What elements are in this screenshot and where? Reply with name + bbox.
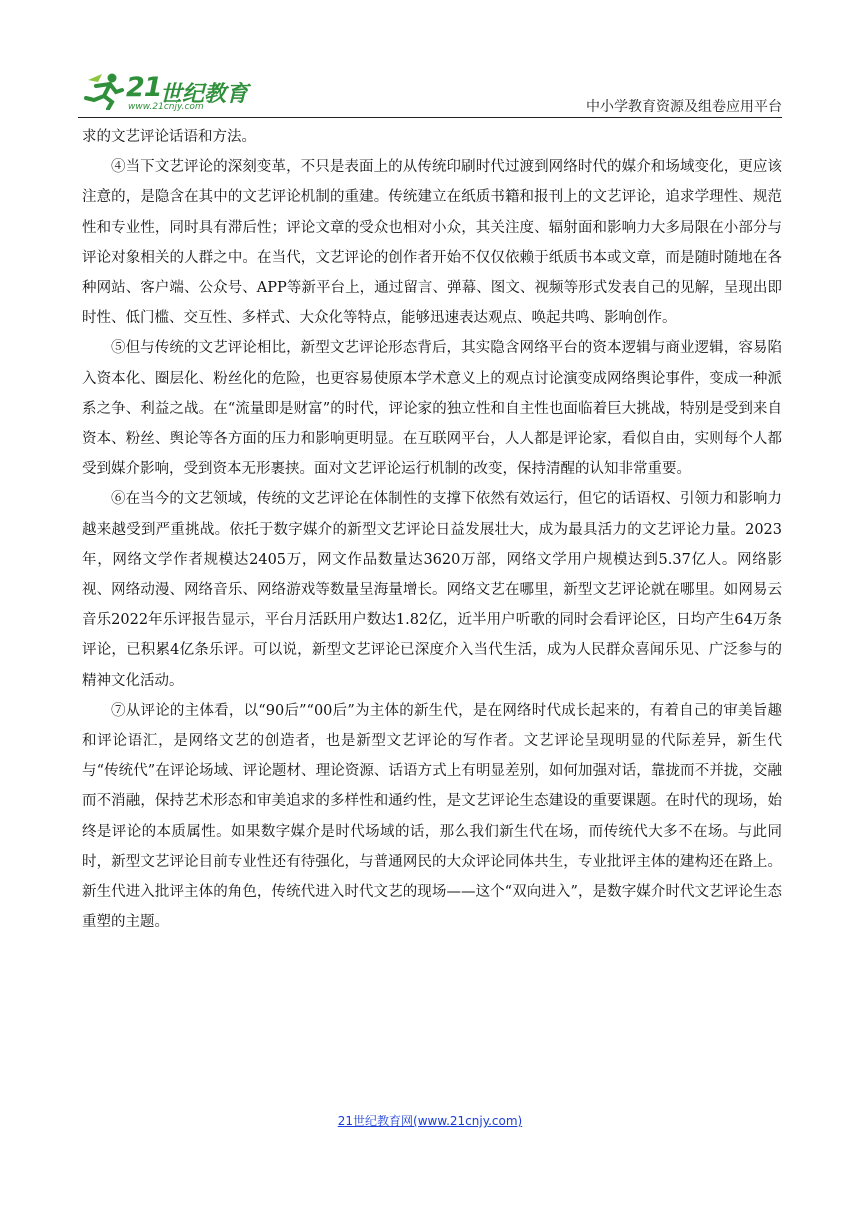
logo-text: 世纪教育 xyxy=(160,82,249,107)
header-divider xyxy=(78,117,782,118)
paragraph-6: ⑥在当今的文艺领域，传统的文艺评论在体制性的支撑下依然有效运行，但它的话语权、引领力和影响力越来越受到严重挑战。依托于数字媒介的新型文艺评论日益发展壮大，成为最具活力的文艺评论力量。2023年，网络文学作者规模达2405万，网文作品数量达3620万部，网络文学用户规模达到5.37亿人。网络影视、网络动漫、网络音乐、网络游戏等数量呈海量增长。网络文艺在哪里，新型文艺评论就在哪里。如网易云音乐2022年乐评报告显示，平台月活跃用户数达1.82亿，近半用户听歌的同时会看评论区，日均产生64万条评论，已积累4亿条乐评。可以说，新型文艺评论已深度介入当代生活，成为人民群众喜闻乐见、广泛参与的精神文化活动。 xyxy=(82,491,782,689)
article-body xyxy=(82,122,782,937)
paragraph-5: ⑤但与传统的文艺评论相比，新型文艺评论形态背后，其实隐含网络平台的资本逻辑与商业逻辑，容易陷入资本化、圈层化、粉丝化的危险，也更容易使原本学术意义上的观点讨论演变成网络舆论事件，变成一种派系之争、利益之战。在“流量即是财富”的时代，评论家的独立性和自主性也面临着巨大挑战，特别是受到来自资本、粉丝、舆论等各方面的压力和影响更明显。在互联网平台，人人都是评论家，看似自由，实则每个人都受到媒介影响，受到资本无形裹挟。面对文艺评论运行机制的改变，保持清醒的认知非常重要。 xyxy=(82,340,782,478)
paragraph-continued: 求的文艺评论话语和方法。 xyxy=(82,129,256,145)
header-platform-text: 中小学教育资源及组卷应用平台 xyxy=(586,99,782,115)
logo-number: 21 xyxy=(126,72,162,103)
paragraph-7: ⑦从评论的主体看，以“90后”“00后”为主体的新生代，是在网络时代成长起来的，有着自己的审美旨趣和评论语汇，是网络文艺的创造者，也是新型文艺评论的写作者。文艺评论呈现明显的代际差异，新生代与“传统代”在评论场域、评论题材、理论资源、话语方式上有明显差别，如何加强对话，靠拢而不并拢，交融而不消融，保持艺术形态和审美追求的多样性和通约性，是文艺评论生态建设的重要课题。在时代的现场，始终是评论的本质属性。如果数字媒介是时代场域的话，那么我们新生代在场，而传统代大多不在场。与此同时，新型文艺评论目前专业性还有待强化，与普通网民的大众评论同体共生，专业批评主体的建构还在路上。新生代进入批评主体的角色，传统代进入时代文艺的现场——这个“双向进入”，是数字媒介时代文艺评论生态重塑的主题。 xyxy=(82,702,782,931)
logo-url: www.21cnjy.com xyxy=(128,102,204,112)
footer-link[interactable]: 21世纪教育网(www.21cnjy.com) xyxy=(337,1114,523,1128)
site-logo[interactable] xyxy=(78,68,278,114)
page-header xyxy=(78,68,782,118)
paragraph-4: ④当下文艺评论的深刻变革，不只是表面上的从传统印刷时代过渡到网络时代的媒介和场域变化，更应该注意的，是隐含在其中的文艺评论机制的重建。传统建立在纸质书籍和报刊上的文艺评论，追求学理性、规范性和专业性，同时具有滞后性；评论文章的受众也相对小众，其关注度、辐射面和影响力大多局限在小部分与评论对象相关的人群之中。在当代，文艺评论的创作者开始不仅仅依赖于纸质书本或文章，而是随时随地在各种网站、客户端、公众号、APP等新平台上，通过留言、弹幕、图文、视频等形式发表自己的见解，呈现出即时性、低门槛、交互性、多样式、大众化等特点，能够迅速表达观点、唤起共鸣、影响创作。 xyxy=(82,159,782,327)
runner-logo-icon xyxy=(82,72,126,110)
